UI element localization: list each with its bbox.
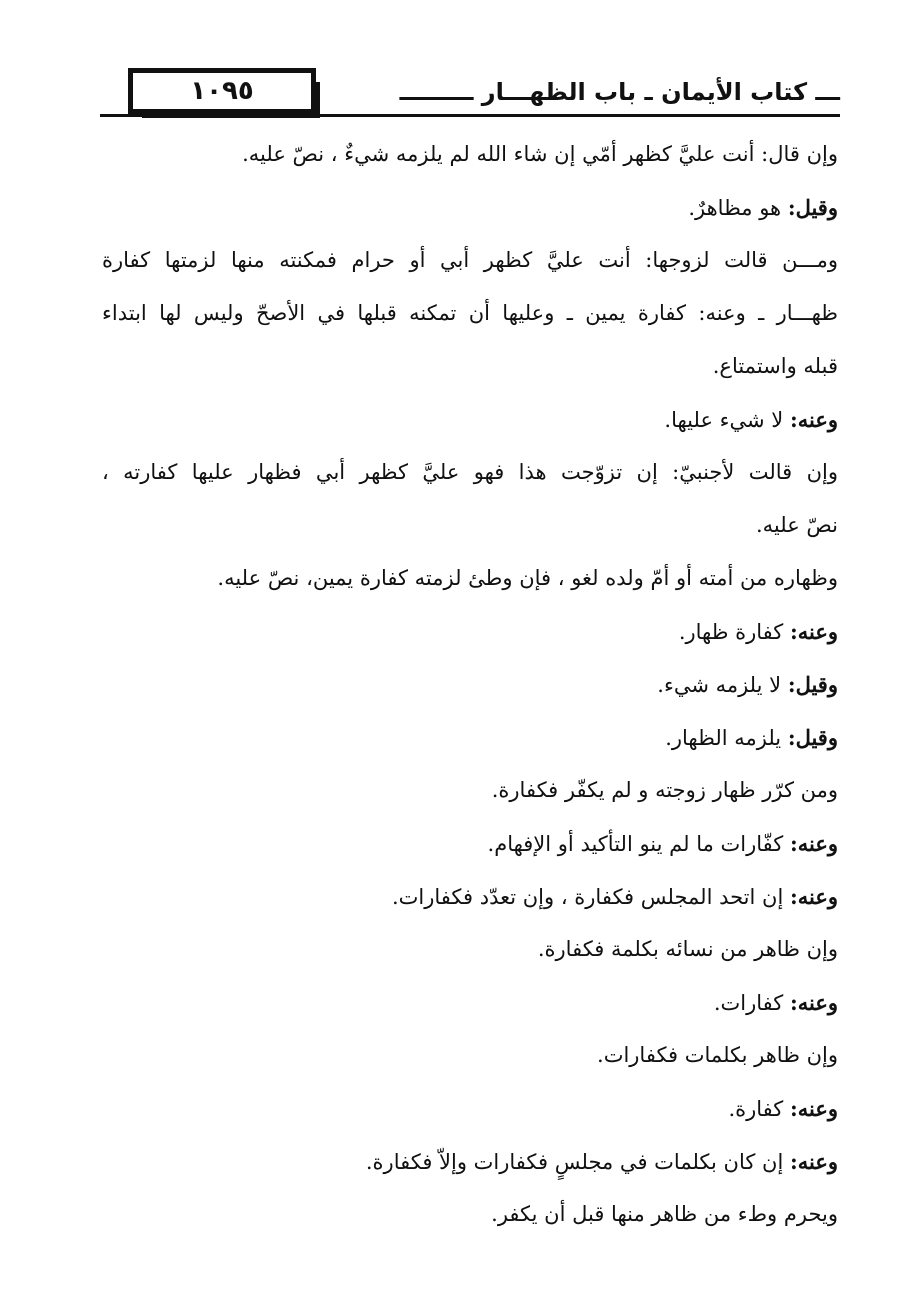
text-line (102, 340, 838, 393)
text-line (102, 287, 838, 340)
line-text: كفارة. (728, 1097, 790, 1121)
line-text: وإن قال: أنت عليَّ كظهر أمّي إن شاء الله لم يلزمه شيءٌ ، نصّ عليه. (242, 142, 838, 166)
text-line (102, 181, 838, 234)
line-text: يلزمه الظهار. (665, 726, 788, 750)
line-text: وإن ظاهر بكلمات فكفارات. (597, 1043, 838, 1067)
running-title: ـــ كتاب الأيمان ـ باب الظهـــار ـــــــــ (399, 78, 840, 106)
text-line (102, 605, 838, 658)
line-text: وظهاره من أمته أو أمّ ولده لغو ، فإن وطئ لزمته كفارة يمين، نصّ عليه. (217, 566, 838, 590)
term-label: وعنه: (789, 884, 838, 909)
text-line (102, 393, 838, 446)
line-text: كفارة ظهار. (678, 620, 790, 644)
text-line (102, 711, 838, 764)
text-line (102, 817, 838, 870)
text-line (102, 923, 838, 976)
text-line (102, 446, 838, 499)
page-number: ١٠٩٥ (128, 68, 316, 114)
line-text: إن كان بكلمات في مجلسٍ فكفارات وإلاّ فكفارة. (365, 1150, 790, 1174)
line-text: كفارات. (713, 991, 790, 1015)
term-label: وقيل: (787, 672, 838, 697)
text-line (102, 870, 838, 923)
text-line (102, 1029, 838, 1082)
term-label: وعنه: (789, 407, 838, 432)
term-label: وعنه: (789, 1149, 838, 1174)
line-text: ظهـــار ـ وعنه: كفارة يمين ـ وعليها أن تمكنه قبلها في الأصحّ وليس لها ابتداء (102, 301, 838, 325)
term-label: وقيل: (787, 195, 838, 220)
text-line (102, 1082, 838, 1135)
text-line (102, 499, 838, 552)
page-header (100, 64, 840, 122)
line-text: وإن قالت لأجنبيّ: إن تزوّجت هذا فهو عليَّ كظهر أبي فظهار عليها كفارته ، (102, 460, 838, 484)
term-label: وعنه: (789, 831, 838, 856)
text-line (102, 764, 838, 817)
line-text: كفّارات ما لم ينو التأكيد أو الإفهام. (487, 832, 790, 856)
term-label: وعنه: (789, 990, 838, 1015)
line-text: ومن كرّر ظهار زوجته و لم يكفّر فكفارة. (491, 778, 838, 802)
text-line (102, 552, 838, 605)
line-text: لا شيء عليها. (664, 408, 790, 432)
line-text: ومـــن قالت لزوجها: أنت عليَّ كظهر أبي أو حرام فمكنته منها لزمتها كفارة (102, 248, 838, 272)
text-line (102, 128, 838, 181)
term-label: وعنه: (789, 619, 838, 644)
line-text: وإن ظاهر من نسائه بكلمة فكفارة. (537, 937, 838, 961)
text-line (102, 976, 838, 1029)
line-text: نصّ عليه. (755, 513, 838, 537)
text-line (102, 234, 838, 287)
text-line (102, 658, 838, 711)
line-text: إن اتحد المجلس فكفارة ، وإن تعدّد فكفارات. (391, 885, 790, 909)
line-text: ويحرم وطء من ظاهر منها قبل أن يكفر. (491, 1202, 838, 1226)
text-line (102, 1135, 838, 1188)
page-body (102, 128, 838, 1241)
line-text: هو مظاهرٌ. (688, 196, 788, 220)
term-label: وقيل: (787, 725, 838, 750)
text-line (102, 1188, 838, 1241)
line-text: قبله واستمتاع. (712, 354, 838, 378)
term-label: وعنه: (789, 1096, 838, 1121)
line-text: لا يلزمه شيء. (657, 673, 788, 697)
